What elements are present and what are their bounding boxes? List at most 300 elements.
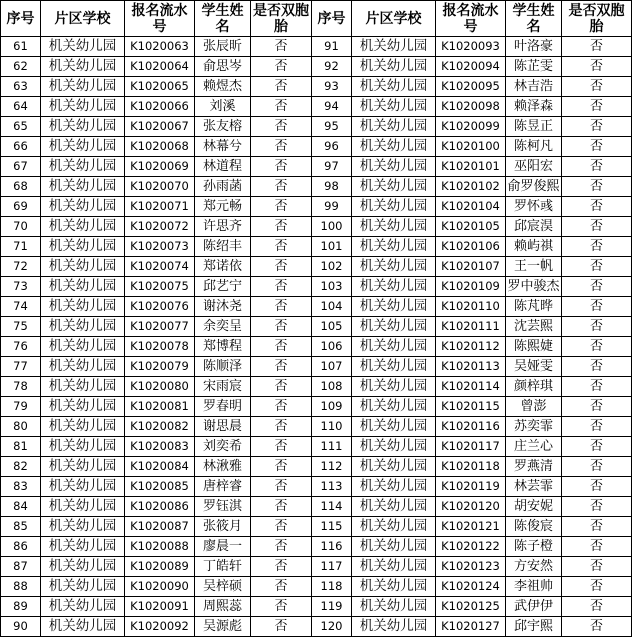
header-no-left: 序号 bbox=[1, 1, 41, 37]
table-row bbox=[1, 437, 632, 457]
cell-twin: 否 bbox=[251, 477, 312, 497]
cell-code: K1020115 bbox=[436, 397, 506, 417]
header-code-right: 报名流水号 bbox=[436, 1, 506, 37]
cell-name: 周熙蕊 bbox=[195, 597, 251, 617]
table-row bbox=[1, 297, 632, 317]
cell-school: 机关幼儿园 bbox=[41, 217, 125, 237]
cell-code: K1020123 bbox=[436, 557, 506, 577]
cell-code: K1020091 bbox=[125, 597, 195, 617]
cell-school: 机关幼儿园 bbox=[352, 97, 436, 117]
cell-name: 郑元畅 bbox=[195, 197, 251, 217]
cell-no: 95 bbox=[312, 117, 352, 137]
cell-twin: 否 bbox=[562, 117, 632, 137]
cell-name: 颜梓琪 bbox=[506, 377, 562, 397]
cell-name: 曾澎 bbox=[506, 397, 562, 417]
cell-name: 林幕兮 bbox=[195, 137, 251, 157]
cell-twin: 否 bbox=[251, 57, 312, 77]
cell-code: K1020120 bbox=[436, 497, 506, 517]
cell-school: 机关幼儿园 bbox=[352, 177, 436, 197]
cell-school: 机关幼儿园 bbox=[352, 297, 436, 317]
cell-twin: 否 bbox=[251, 497, 312, 517]
table-row bbox=[1, 137, 632, 157]
cell-code: K1020066 bbox=[125, 97, 195, 117]
cell-school: 机关幼儿园 bbox=[352, 517, 436, 537]
cell-no: 85 bbox=[1, 517, 41, 537]
cell-school: 机关幼儿园 bbox=[41, 77, 125, 97]
cell-name: 陈熙婕 bbox=[506, 337, 562, 357]
cell-school: 机关幼儿园 bbox=[352, 317, 436, 337]
table-row bbox=[1, 97, 632, 117]
cell-code: K1020095 bbox=[436, 77, 506, 97]
cell-no: 116 bbox=[312, 537, 352, 557]
cell-code: K1020112 bbox=[436, 337, 506, 357]
cell-code: K1020089 bbox=[125, 557, 195, 577]
cell-name: 陈芃晔 bbox=[506, 297, 562, 317]
cell-name: 庄兰心 bbox=[506, 437, 562, 457]
cell-code: K1020105 bbox=[436, 217, 506, 237]
cell-code: K1020118 bbox=[436, 457, 506, 477]
cell-twin: 否 bbox=[251, 117, 312, 137]
table-row bbox=[1, 197, 632, 217]
cell-code: K1020127 bbox=[436, 617, 506, 637]
table-row bbox=[1, 217, 632, 237]
cell-no: 100 bbox=[312, 217, 352, 237]
cell-twin: 否 bbox=[562, 297, 632, 317]
table-row bbox=[1, 57, 632, 77]
cell-name: 郑博程 bbox=[195, 337, 251, 357]
cell-name: 刘溪 bbox=[195, 97, 251, 117]
cell-twin: 否 bbox=[251, 157, 312, 177]
cell-no: 96 bbox=[312, 137, 352, 157]
cell-no: 108 bbox=[312, 377, 352, 397]
cell-school: 机关幼儿园 bbox=[352, 617, 436, 637]
cell-school: 机关幼儿园 bbox=[352, 337, 436, 357]
cell-twin: 否 bbox=[251, 557, 312, 577]
cell-name: 张辰昕 bbox=[195, 37, 251, 57]
cell-twin: 否 bbox=[251, 397, 312, 417]
cell-code: K1020113 bbox=[436, 357, 506, 377]
cell-school: 机关幼儿园 bbox=[352, 377, 436, 397]
cell-no: 62 bbox=[1, 57, 41, 77]
table-header bbox=[1, 1, 632, 37]
cell-school: 机关幼儿园 bbox=[41, 577, 125, 597]
cell-name: 罗怀彧 bbox=[506, 197, 562, 217]
cell-no: 107 bbox=[312, 357, 352, 377]
cell-no: 74 bbox=[1, 297, 41, 317]
cell-name: 陈子橙 bbox=[506, 537, 562, 557]
table-row bbox=[1, 237, 632, 257]
table-row bbox=[1, 577, 632, 597]
cell-twin: 否 bbox=[562, 517, 632, 537]
cell-name: 罗钰淇 bbox=[195, 497, 251, 517]
cell-code: K1020109 bbox=[436, 277, 506, 297]
cell-twin: 否 bbox=[251, 217, 312, 237]
cell-name: 陈芷雯 bbox=[506, 57, 562, 77]
cell-school: 机关幼儿园 bbox=[41, 157, 125, 177]
table-row bbox=[1, 277, 632, 297]
cell-name: 吴梓硕 bbox=[195, 577, 251, 597]
cell-twin: 否 bbox=[251, 237, 312, 257]
cell-twin: 否 bbox=[562, 577, 632, 597]
cell-no: 82 bbox=[1, 457, 41, 477]
cell-name: 刘奕希 bbox=[195, 437, 251, 457]
cell-name: 林道程 bbox=[195, 157, 251, 177]
cell-no: 109 bbox=[312, 397, 352, 417]
cell-code: K1020079 bbox=[125, 357, 195, 377]
cell-code: K1020093 bbox=[436, 37, 506, 57]
cell-school: 机关幼儿园 bbox=[352, 457, 436, 477]
cell-no: 110 bbox=[312, 417, 352, 437]
cell-twin: 否 bbox=[251, 137, 312, 157]
cell-name: 王一帆 bbox=[506, 257, 562, 277]
cell-code: K1020067 bbox=[125, 117, 195, 137]
cell-school: 机关幼儿园 bbox=[41, 537, 125, 557]
cell-code: K1020124 bbox=[436, 577, 506, 597]
cell-twin: 否 bbox=[562, 197, 632, 217]
cell-code: K1020088 bbox=[125, 537, 195, 557]
cell-code: K1020073 bbox=[125, 237, 195, 257]
cell-name: 陈柯凡 bbox=[506, 137, 562, 157]
cell-no: 66 bbox=[1, 137, 41, 157]
cell-no: 105 bbox=[312, 317, 352, 337]
cell-code: K1020076 bbox=[125, 297, 195, 317]
cell-no: 67 bbox=[1, 157, 41, 177]
table-row bbox=[1, 397, 632, 417]
cell-school: 机关幼儿园 bbox=[41, 137, 125, 157]
table-row bbox=[1, 417, 632, 437]
cell-code: K1020081 bbox=[125, 397, 195, 417]
cell-name: 胡安妮 bbox=[506, 497, 562, 517]
cell-code: K1020099 bbox=[436, 117, 506, 137]
cell-code: K1020075 bbox=[125, 277, 195, 297]
cell-name: 丁皓轩 bbox=[195, 557, 251, 577]
cell-school: 机关幼儿园 bbox=[41, 437, 125, 457]
table-row bbox=[1, 177, 632, 197]
cell-school: 机关幼儿园 bbox=[41, 397, 125, 417]
table-row bbox=[1, 337, 632, 357]
cell-code: K1020085 bbox=[125, 477, 195, 497]
cell-twin: 否 bbox=[562, 57, 632, 77]
cell-twin: 否 bbox=[251, 457, 312, 477]
cell-school: 机关幼儿园 bbox=[352, 277, 436, 297]
cell-twin: 否 bbox=[251, 317, 312, 337]
cell-no: 91 bbox=[312, 37, 352, 57]
cell-name: 赖屿祺 bbox=[506, 237, 562, 257]
cell-name: 俞思岑 bbox=[195, 57, 251, 77]
cell-code: K1020078 bbox=[125, 337, 195, 357]
cell-name: 罗春明 bbox=[195, 397, 251, 417]
cell-no: 86 bbox=[1, 537, 41, 557]
cell-school: 机关幼儿园 bbox=[41, 197, 125, 217]
table-row bbox=[1, 597, 632, 617]
header-name-right: 学生姓名 bbox=[506, 1, 562, 37]
cell-no: 80 bbox=[1, 417, 41, 437]
header-school-left: 片区学校 bbox=[41, 1, 125, 37]
cell-twin: 否 bbox=[562, 617, 632, 637]
cell-twin: 否 bbox=[562, 357, 632, 377]
cell-school: 机关幼儿园 bbox=[352, 417, 436, 437]
table-row bbox=[1, 117, 632, 137]
cell-code: K1020064 bbox=[125, 57, 195, 77]
cell-no: 104 bbox=[312, 297, 352, 317]
cell-no: 65 bbox=[1, 117, 41, 137]
cell-twin: 否 bbox=[562, 317, 632, 337]
cell-twin: 否 bbox=[562, 157, 632, 177]
cell-no: 103 bbox=[312, 277, 352, 297]
cell-name: 林湫雅 bbox=[195, 457, 251, 477]
cell-no: 117 bbox=[312, 557, 352, 577]
cell-code: K1020101 bbox=[436, 157, 506, 177]
cell-school: 机关幼儿园 bbox=[41, 597, 125, 617]
cell-school: 机关幼儿园 bbox=[41, 57, 125, 77]
cell-code: K1020116 bbox=[436, 417, 506, 437]
cell-school: 机关幼儿园 bbox=[352, 357, 436, 377]
cell-code: K1020083 bbox=[125, 437, 195, 457]
cell-name: 吴娅雯 bbox=[506, 357, 562, 377]
cell-no: 113 bbox=[312, 477, 352, 497]
cell-no: 81 bbox=[1, 437, 41, 457]
cell-code: K1020080 bbox=[125, 377, 195, 397]
table-row bbox=[1, 37, 632, 57]
cell-no: 88 bbox=[1, 577, 41, 597]
cell-name: 陈顺泽 bbox=[195, 357, 251, 377]
cell-name: 许思齐 bbox=[195, 217, 251, 237]
cell-twin: 否 bbox=[562, 277, 632, 297]
cell-twin: 否 bbox=[562, 177, 632, 197]
cell-name: 沈芸熙 bbox=[506, 317, 562, 337]
cell-school: 机关幼儿园 bbox=[41, 337, 125, 357]
cell-school: 机关幼儿园 bbox=[352, 557, 436, 577]
cell-twin: 否 bbox=[562, 97, 632, 117]
cell-twin: 否 bbox=[562, 77, 632, 97]
cell-no: 73 bbox=[1, 277, 41, 297]
cell-no: 71 bbox=[1, 237, 41, 257]
cell-school: 机关幼儿园 bbox=[352, 137, 436, 157]
cell-twin: 否 bbox=[562, 37, 632, 57]
cell-no: 99 bbox=[312, 197, 352, 217]
cell-code: K1020119 bbox=[436, 477, 506, 497]
cell-school: 机关幼儿园 bbox=[352, 257, 436, 277]
cell-no: 76 bbox=[1, 337, 41, 357]
header-no-right: 序号 bbox=[312, 1, 352, 37]
cell-name: 廖晨一 bbox=[195, 537, 251, 557]
cell-school: 机关幼儿园 bbox=[41, 297, 125, 317]
cell-school: 机关幼儿园 bbox=[41, 277, 125, 297]
cell-school: 机关幼儿园 bbox=[352, 77, 436, 97]
cell-code: K1020082 bbox=[125, 417, 195, 437]
cell-twin: 否 bbox=[562, 597, 632, 617]
cell-code: K1020065 bbox=[125, 77, 195, 97]
cell-code: K1020117 bbox=[436, 437, 506, 457]
cell-school: 机关幼儿园 bbox=[352, 577, 436, 597]
cell-school: 机关幼儿园 bbox=[352, 437, 436, 457]
cell-school: 机关幼儿园 bbox=[352, 57, 436, 77]
cell-school: 机关幼儿园 bbox=[352, 197, 436, 217]
cell-school: 机关幼儿园 bbox=[352, 397, 436, 417]
cell-school: 机关幼儿园 bbox=[41, 237, 125, 257]
cell-twin: 否 bbox=[562, 257, 632, 277]
cell-no: 111 bbox=[312, 437, 352, 457]
cell-code: K1020092 bbox=[125, 617, 195, 637]
cell-no: 118 bbox=[312, 577, 352, 597]
cell-name: 苏奕霏 bbox=[506, 417, 562, 437]
cell-name: 张友榕 bbox=[195, 117, 251, 137]
cell-name: 宋雨宸 bbox=[195, 377, 251, 397]
cell-school: 机关幼儿园 bbox=[41, 557, 125, 577]
cell-code: K1020110 bbox=[436, 297, 506, 317]
cell-no: 61 bbox=[1, 37, 41, 57]
cell-twin: 否 bbox=[562, 457, 632, 477]
cell-name: 俞罗俊熙 bbox=[506, 177, 562, 197]
cell-name: 吴源彪 bbox=[195, 617, 251, 637]
cell-twin: 否 bbox=[562, 537, 632, 557]
cell-school: 机关幼儿园 bbox=[41, 177, 125, 197]
cell-twin: 否 bbox=[251, 297, 312, 317]
cell-twin: 否 bbox=[251, 377, 312, 397]
cell-no: 69 bbox=[1, 197, 41, 217]
cell-twin: 否 bbox=[251, 597, 312, 617]
cell-name: 陈俊宸 bbox=[506, 517, 562, 537]
cell-twin: 否 bbox=[562, 237, 632, 257]
cell-name: 邱艺宁 bbox=[195, 277, 251, 297]
cell-no: 112 bbox=[312, 457, 352, 477]
cell-no: 106 bbox=[312, 337, 352, 357]
table-row bbox=[1, 157, 632, 177]
cell-name: 赖煜杰 bbox=[195, 77, 251, 97]
cell-code: K1020090 bbox=[125, 577, 195, 597]
cell-school: 机关幼儿园 bbox=[41, 417, 125, 437]
cell-twin: 否 bbox=[251, 77, 312, 97]
cell-no: 120 bbox=[312, 617, 352, 637]
cell-no: 63 bbox=[1, 77, 41, 97]
cell-code: K1020086 bbox=[125, 497, 195, 517]
cell-school: 机关幼儿园 bbox=[41, 97, 125, 117]
cell-code: K1020098 bbox=[436, 97, 506, 117]
cell-twin: 否 bbox=[562, 377, 632, 397]
cell-school: 机关幼儿园 bbox=[352, 117, 436, 137]
cell-school: 机关幼儿园 bbox=[352, 597, 436, 617]
cell-name: 邱宸淏 bbox=[506, 217, 562, 237]
cell-code: K1020102 bbox=[436, 177, 506, 197]
cell-name: 谢思晨 bbox=[195, 417, 251, 437]
table-row bbox=[1, 357, 632, 377]
cell-twin: 否 bbox=[251, 197, 312, 217]
cell-twin: 否 bbox=[251, 177, 312, 197]
cell-code: K1020111 bbox=[436, 317, 506, 337]
cell-twin: 否 bbox=[251, 37, 312, 57]
cell-school: 机关幼儿园 bbox=[41, 317, 125, 337]
header-name-left: 学生姓名 bbox=[195, 1, 251, 37]
cell-no: 83 bbox=[1, 477, 41, 497]
cell-code: K1020125 bbox=[436, 597, 506, 617]
cell-code: K1020077 bbox=[125, 317, 195, 337]
cell-school: 机关幼儿园 bbox=[41, 377, 125, 397]
cell-no: 79 bbox=[1, 397, 41, 417]
cell-no: 64 bbox=[1, 97, 41, 117]
cell-no: 84 bbox=[1, 497, 41, 517]
cell-school: 机关幼儿园 bbox=[41, 617, 125, 637]
cell-name: 罗中骏杰 bbox=[506, 277, 562, 297]
cell-twin: 否 bbox=[562, 437, 632, 457]
cell-no: 77 bbox=[1, 357, 41, 377]
header-school-right: 片区学校 bbox=[352, 1, 436, 37]
cell-school: 机关幼儿园 bbox=[352, 157, 436, 177]
table-row bbox=[1, 477, 632, 497]
cell-code: K1020114 bbox=[436, 377, 506, 397]
cell-name: 唐梓睿 bbox=[195, 477, 251, 497]
cell-no: 119 bbox=[312, 597, 352, 617]
table-row bbox=[1, 557, 632, 577]
cell-code: K1020094 bbox=[436, 57, 506, 77]
cell-twin: 否 bbox=[251, 357, 312, 377]
cell-twin: 否 bbox=[251, 537, 312, 557]
cell-name: 巫阳宏 bbox=[506, 157, 562, 177]
cell-school: 机关幼儿园 bbox=[41, 477, 125, 497]
cell-code: K1020072 bbox=[125, 217, 195, 237]
cell-school: 机关幼儿园 bbox=[41, 357, 125, 377]
cell-school: 机关幼儿园 bbox=[41, 517, 125, 537]
table-row bbox=[1, 517, 632, 537]
cell-school: 机关幼儿园 bbox=[41, 37, 125, 57]
cell-no: 98 bbox=[312, 177, 352, 197]
cell-no: 87 bbox=[1, 557, 41, 577]
table-row bbox=[1, 377, 632, 397]
cell-no: 97 bbox=[312, 157, 352, 177]
cell-school: 机关幼儿园 bbox=[352, 217, 436, 237]
cell-twin: 否 bbox=[562, 417, 632, 437]
cell-no: 68 bbox=[1, 177, 41, 197]
header-code-left: 报名流水号 bbox=[125, 1, 195, 37]
cell-twin: 否 bbox=[562, 497, 632, 517]
cell-name: 罗燕清 bbox=[506, 457, 562, 477]
cell-twin: 否 bbox=[562, 397, 632, 417]
cell-name: 郑诺依 bbox=[195, 257, 251, 277]
cell-code: K1020106 bbox=[436, 237, 506, 257]
table-row bbox=[1, 457, 632, 477]
cell-twin: 否 bbox=[251, 437, 312, 457]
cell-twin: 否 bbox=[251, 577, 312, 597]
cell-name: 孙雨菡 bbox=[195, 177, 251, 197]
cell-no: 114 bbox=[312, 497, 352, 517]
cell-name: 武伊伊 bbox=[506, 597, 562, 617]
header-twin-left: 是否双胞胎 bbox=[251, 1, 312, 37]
table-row bbox=[1, 317, 632, 337]
cell-name: 李祖帅 bbox=[506, 577, 562, 597]
cell-code: K1020063 bbox=[125, 37, 195, 57]
table-row bbox=[1, 537, 632, 557]
cell-name: 邱宇熙 bbox=[506, 617, 562, 637]
cell-school: 机关幼儿园 bbox=[352, 237, 436, 257]
cell-name: 方安然 bbox=[506, 557, 562, 577]
table-row bbox=[1, 257, 632, 277]
cell-code: K1020084 bbox=[125, 457, 195, 477]
cell-name: 陈绍丰 bbox=[195, 237, 251, 257]
cell-code: K1020071 bbox=[125, 197, 195, 217]
cell-twin: 否 bbox=[251, 257, 312, 277]
cell-twin: 否 bbox=[562, 217, 632, 237]
cell-code: K1020074 bbox=[125, 257, 195, 277]
cell-twin: 否 bbox=[562, 477, 632, 497]
table-body bbox=[1, 37, 632, 637]
cell-twin: 否 bbox=[562, 137, 632, 157]
table-row bbox=[1, 77, 632, 97]
cell-code: K1020069 bbox=[125, 157, 195, 177]
cell-school: 机关幼儿园 bbox=[41, 457, 125, 477]
cell-name: 赖泽森 bbox=[506, 97, 562, 117]
cell-school: 机关幼儿园 bbox=[41, 497, 125, 517]
header-twin-right: 是否双胞胎 bbox=[562, 1, 632, 37]
cell-name: 余奕呈 bbox=[195, 317, 251, 337]
